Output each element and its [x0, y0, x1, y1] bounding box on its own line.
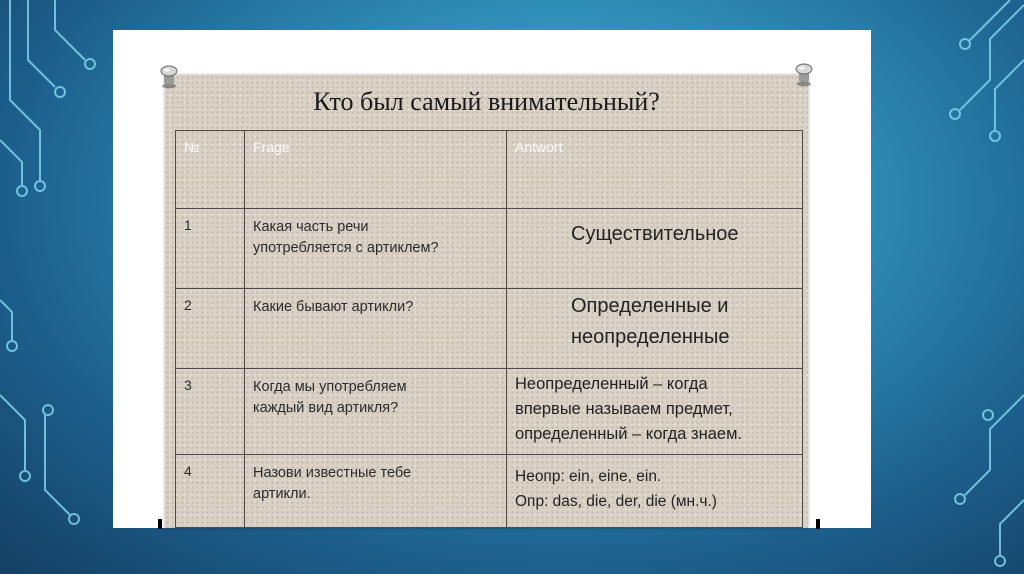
question-cell: [245, 209, 507, 289]
question-cell: [245, 455, 507, 528]
frame-mark-right: [816, 519, 820, 529]
question-line: Какие бывают артикли?: [253, 299, 414, 315]
table-header-row: [176, 131, 803, 209]
quiz-table: [175, 130, 803, 528]
row-number: 2: [176, 289, 245, 369]
question-line: Когда мы употребляем: [253, 379, 407, 395]
row-number: 1: [176, 209, 245, 289]
table-row: [176, 455, 803, 528]
answer-line: Определенные и: [571, 295, 729, 317]
table-row: [176, 289, 803, 369]
answer-line: Опр: das, die, der, die (мн.ч.): [515, 493, 717, 511]
answer-cell: [507, 369, 803, 455]
answer-line: Существительное: [571, 223, 739, 245]
row-number: 3: [176, 369, 245, 455]
question-line: Назови известные тебе: [253, 465, 412, 482]
question-line: артикли.: [253, 486, 311, 503]
pushpin-icon: [159, 64, 179, 90]
table-row: [176, 209, 803, 289]
answer-line: неопределенные: [571, 326, 730, 348]
header-number: №: [176, 131, 245, 209]
question-line: употребляется с артиклем?: [253, 240, 439, 257]
question-cell: [245, 369, 507, 455]
question-cell: [245, 289, 507, 369]
row-number: 4: [176, 455, 245, 528]
pushpin-icon: [794, 62, 814, 88]
answer-cell: [507, 209, 803, 289]
worksheet-paper: [165, 75, 808, 528]
answer-cell: [507, 289, 803, 369]
question-line: Какая часть речи: [253, 219, 369, 235]
answer-line: Неопр: ein, eine, ein.: [515, 468, 662, 486]
answer-cell: [507, 455, 803, 528]
frame-mark-left: [158, 519, 162, 529]
answer-line: определенный – когда знаем.: [515, 424, 743, 443]
header-question: Frage: [245, 131, 507, 209]
question-line: каждый вид артикля?: [253, 400, 399, 417]
header-answer: Antwort: [507, 131, 803, 209]
answer-line: впервые называем предмет,: [515, 399, 733, 418]
answer-line: Неопределенный – когда: [515, 375, 708, 393]
table-row: [176, 369, 803, 455]
page-title: Кто был самый внимательный?: [313, 87, 660, 116]
